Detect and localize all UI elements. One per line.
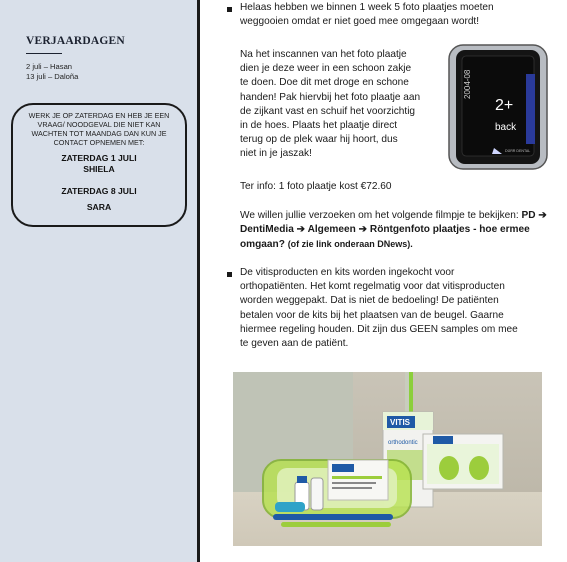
notice-date: ZATERDAG 1 JULI <box>61 153 137 163</box>
notice-text: WERK JE OP ZATERDAG EN HEB JE EEN VRAAG/ NOODGEVAL DIE NIET KAN WACHTEN TOT MAANDAG DAN KUN JE CONTACT OPNEMEN MET: <box>28 111 170 147</box>
paragraph-vitis: De vitisproducten en kits worden ingekocht voor orthopatiënten. Het komt regelmatig voor dat vitisproducten worden weggepakt. Dat is niet de bedoeling! De patiënten betalen voor de kits bij het plaatsen van de beugel. Gaarne hiermee regeling houden. Dit zijn dus GEEN samples om mee te geven aan de patiënt. <box>240 267 518 350</box>
vitis-product-label: orthodontic <box>388 440 418 446</box>
vitis-brand-label: VITIS <box>390 418 411 427</box>
birthdays-list <box>26 62 78 81</box>
saturday-contact-box <box>11 103 187 227</box>
birthdays-title: VERJAARDAGEN <box>26 35 125 47</box>
birthday-item: 2 juli – Hasan <box>26 62 73 71</box>
plate-size-label: 2+ <box>495 97 514 114</box>
bullet-icon <box>227 272 232 277</box>
birthday-item: 13 juli – Daloña <box>26 71 79 81</box>
notice-name: SHIELA <box>83 163 115 174</box>
plate-brand: DÜRR DENTAL <box>505 149 531 153</box>
main-content <box>212 0 557 562</box>
vitis-products-photo <box>233 372 542 546</box>
video-path[interactable]: PD ➔ DentiMedia ➔ Algemeen ➔ Röntgenfoto plaatjes - hoe ermee omgaan? <box>240 210 547 251</box>
title-underline <box>26 53 62 54</box>
arrow-right-icon: ➔ <box>296 224 306 236</box>
sidebar <box>0 0 197 562</box>
price-info: Ter info: 1 foto plaatje kost €72.60 <box>240 181 392 192</box>
paragraph-instructions: Na het inscannen van het foto plaatje dien je deze weer in een schoon zakje te doen. Doe dit met droge en schone handen! Pak hiervbij het foto plaatje aan de zijkant vast en schuif het voorzichtig in de hoes. Plaats het plaatje direct terug op de plek waar hij hoort, dus niet in je jaszak! <box>240 49 421 160</box>
plate-code: 2004-08 <box>463 69 472 99</box>
video-request: We willen jullie verzoeken om het volgende filmpje te bekijken: PD ➔ DentiMedia ➔ Algemeen ➔ Röntgenfoto plaatjes - hoe ermee omgaan? (of zie link onderaan DNews). <box>240 210 547 251</box>
paragraph-photo-plates: Helaas hebben we binnen 1 week 5 foto plaatjes moeten weggooien omdat er niet goed mee omgegaan wordt! <box>240 2 494 28</box>
phosphor-plate-image <box>448 44 548 170</box>
plate-side-label: back <box>495 122 517 133</box>
arrow-right-icon: ➔ <box>538 210 547 221</box>
notice-date: ZATERDAG 8 JULI <box>61 186 137 196</box>
column-divider <box>197 0 200 562</box>
bullet-icon <box>227 7 232 12</box>
arrow-right-icon: ➔ <box>358 224 368 236</box>
notice-name: SARA <box>86 201 112 212</box>
